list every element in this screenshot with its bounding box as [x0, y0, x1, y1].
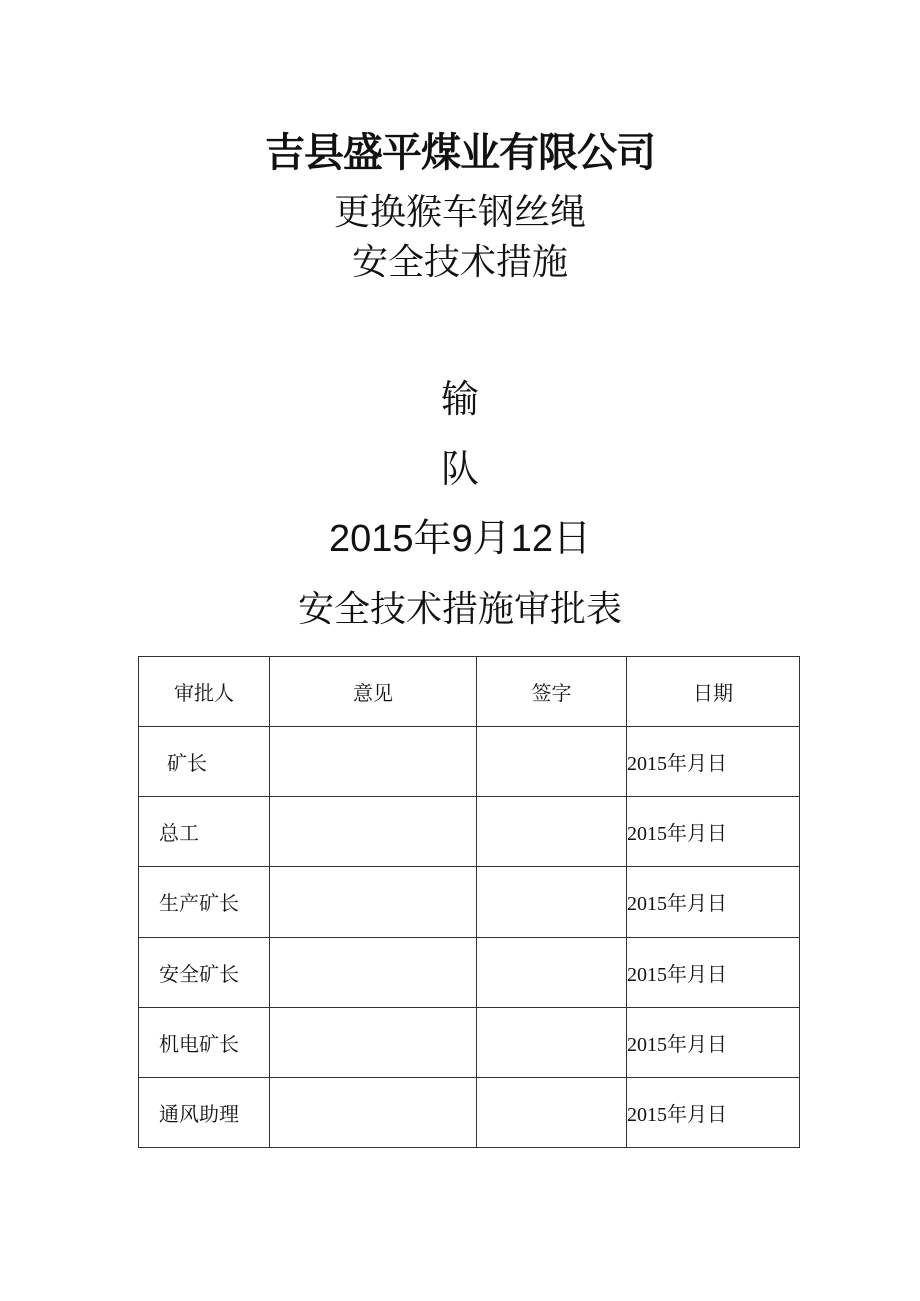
department-line2: 队	[440, 447, 479, 491]
signature-cell[interactable]	[477, 1007, 627, 1077]
department-line1: 输	[440, 377, 479, 421]
opinion-cell[interactable]	[270, 727, 477, 797]
table-row	[139, 1077, 800, 1147]
approval-table	[138, 656, 800, 1148]
approval-table-title: 安全技术措施审批表	[297, 589, 622, 630]
table-row	[139, 937, 800, 1007]
table-row	[139, 797, 800, 867]
date-cell: 2015年月日	[627, 937, 800, 1007]
table-row	[139, 727, 800, 797]
column-header-signature: 签字	[477, 657, 627, 727]
column-header-date: 日期	[627, 657, 800, 727]
approver-cell: 安全矿长	[139, 937, 270, 1007]
date-cell: 2015年月日	[627, 727, 800, 797]
table-header-row	[139, 657, 800, 727]
document-date: 2015年9月12日	[329, 518, 591, 560]
signature-cell[interactable]	[477, 937, 627, 1007]
approver-cell: 机电矿长	[139, 1007, 270, 1077]
table-row	[139, 1007, 800, 1077]
column-header-approver: 审批人	[139, 657, 270, 727]
opinion-cell[interactable]	[270, 797, 477, 867]
signature-cell[interactable]	[477, 1077, 627, 1147]
opinion-cell[interactable]	[270, 937, 477, 1007]
opinion-cell[interactable]	[270, 867, 477, 937]
signature-cell[interactable]	[477, 867, 627, 937]
date-cell: 2015年月日	[627, 867, 800, 937]
opinion-cell[interactable]	[270, 1077, 477, 1147]
signature-cell[interactable]	[477, 727, 627, 797]
column-header-opinion: 意见	[270, 657, 477, 727]
date-cell: 2015年月日	[627, 1077, 800, 1147]
opinion-cell[interactable]	[270, 1007, 477, 1077]
document-subtitle-line2: 安全技术措施	[351, 242, 568, 283]
approver-cell: 生产矿长	[139, 867, 270, 937]
approver-cell: 矿长	[139, 727, 270, 797]
date-cell: 2015年月日	[627, 1007, 800, 1077]
approver-cell: 总工	[139, 797, 270, 867]
date-cell: 2015年月日	[627, 797, 800, 867]
approver-cell: 通风助理	[139, 1077, 270, 1147]
table-row	[139, 867, 800, 937]
document-subtitle-line1: 更换猴车钢丝绳	[333, 192, 586, 233]
company-name: 吉县盛平煤业有限公司	[265, 130, 655, 176]
signature-cell[interactable]	[477, 797, 627, 867]
